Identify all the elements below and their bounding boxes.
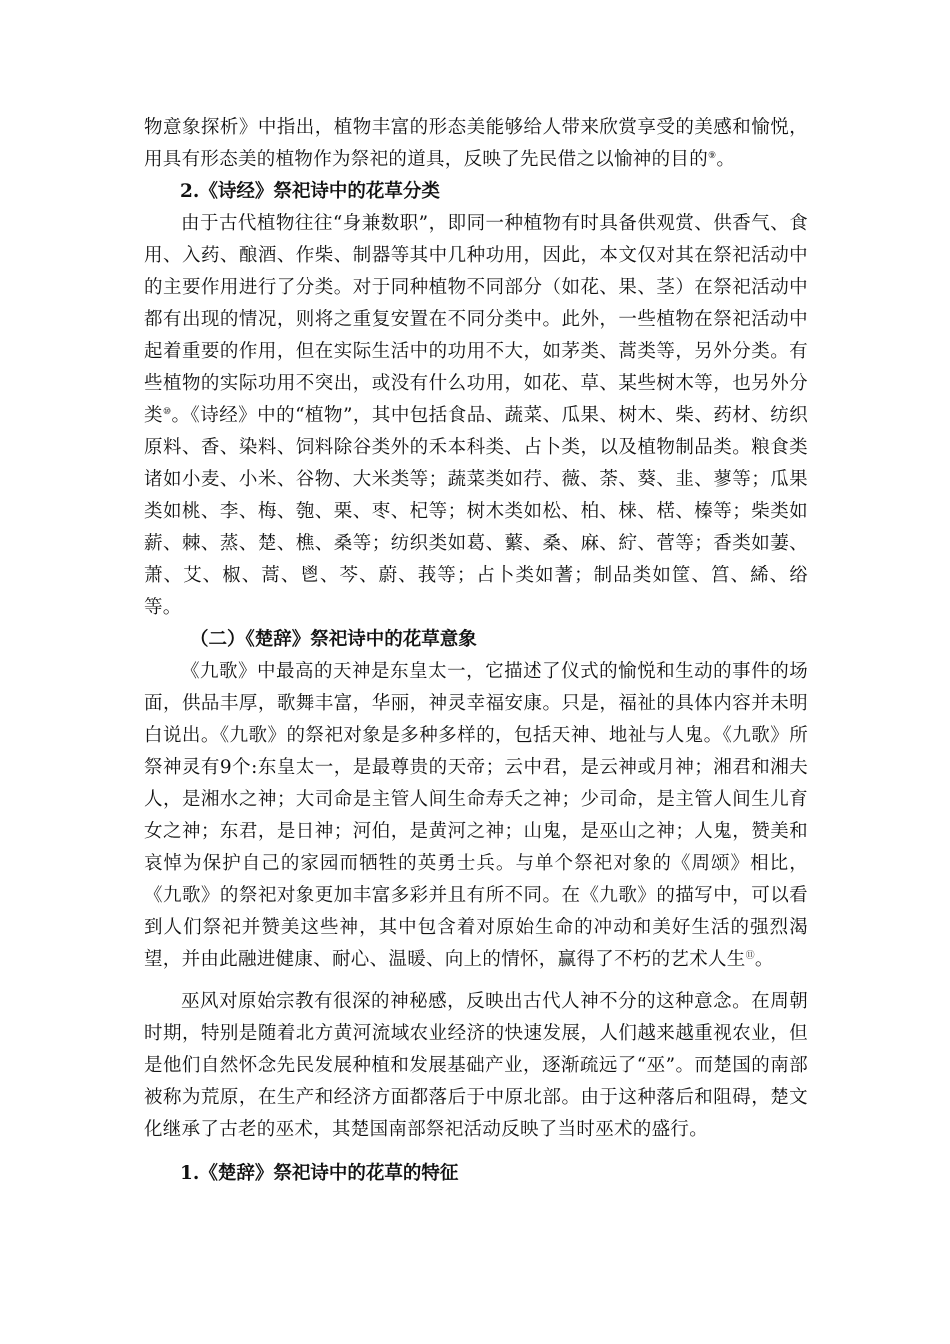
paragraph-text: 由于古代植物往往“身兼数职”，即同一种植物有时具备供观赏、供香气、食用、入药、酿酒、作柴、制器等其中几种功用，因此，本文仅对其在祭祀活动中的主要作用进行了分类。对于同种植物不同部分（如花、果、茎）在祭祀活动中都有出现的情况，则将之重复安置在不同分类中。此外，一些植物在祭祀活动中起着重要的作用，但在实际生活中的功用不大，如茅类、蒿类等，另外分类。有些植物的实际功用不突出，或没有什么功用，如花、草、某些树木等，也另外分类 <box>144 213 808 426</box>
paragraph-text: 《九歌》中最高的天神是东皇太一，它描述了仪式的愉悦和生动的事件的场面，供品丰厚，歌舞丰富，华丽，神灵幸福安康。只是，福祉的具体内容并未明白说出。《九歌》的祭祀对象是多种多样的，包括天神、地祉与人鬼。《九歌》所祭神灵有9个:东皇太一，是最尊贵的天帝；云中君，是云神或月神；湘君和湘夫人，是湘水之神；大司命是主管人间生命寿夭之神；少司命，是主管人间生儿育女之神；东君，是日神；河伯，是黄河之神；山鬼，是巫山之神；人鬼，赞美和哀悼为保护自己的家园而牺牲的英勇士兵。与单个祭祀对象的《周颂》相比，《九歌》的祭祀对象更加丰富多彩并且有所不同。在《九歌》的描写中，可以看到人们祭祀并赞美这些神，其中包含着对原始生命的冲动和美好生活的强烈渴望，并由此融进健康、耐心、温暖、向上的情怀，赢得了不朽的艺术人生 <box>144 661 808 970</box>
document-page <box>144 112 808 1190</box>
paragraph-jiuge <box>144 656 808 976</box>
footnote-marker: ⑪ <box>745 950 755 961</box>
paragraph-text-end: 。 <box>754 949 774 970</box>
paragraph-classification <box>144 208 808 624</box>
paragraph-continuation <box>144 112 808 176</box>
section-heading-features: 1.《楚辞》祭祀诗中的花草的特征 <box>180 1163 459 1184</box>
footnote-marker: ⑩ <box>162 406 172 417</box>
paragraph-text-continued: 。《诗经》中的“植物”，其中包括食品、蔬菜、瓜果、树木、柴、药材、纺织原料、香、染料、饲料除谷类外的禾本科类、占卜类，以及植物制品类。粮食类诸如小麦、小米、谷物、大米类等；蔬菜类如荇、薇、荼、葵、韭、蓼等；瓜果类如桃、李、梅、匏、栗、枣、杞等；树木类如松、柏、梾、楛、榛等；柴类如薪、棘、蒸、楚、樵、桑等；纺织类如葛、蘩、桑、麻、紵、菅等；香类如萋、萧、艾、椒、蒿、鬯、芩、蔚、莪等；占卜类如蓍；制品类如筐、筥、絺、绤等。 <box>144 405 808 618</box>
section-heading-classification: 2.《诗经》祭祀诗中的花草分类 <box>180 181 440 202</box>
paragraph-text: 物意象探析》中指出，植物丰富的形态美能够给人带来欣赏享受的美感和愉悦，用具有形态美的植物作为祭祀的道具，反映了先民借之以愉神的目的 <box>144 117 808 170</box>
footnote-marker: ⑨ <box>708 150 717 161</box>
paragraph-witchcraft: 巫风对原始宗教有很深的神秘感，反映出古代人神不分的这种意念。在周朝时期，特别是随着北方黄河流域农业经济的快速发展，人们越来越重视农业，但是他们自然怀念先民发展种植和发展基础产业，逐渐疏远了“巫”。而楚国的南部被称为荒原，在生产和经济方面都落后于中原北部。由于这种落后和阻碍，楚文化继承了古老的巫术，其楚国南部祭祀活动反映了当时巫术的盛行。 <box>144 991 808 1140</box>
section-heading-chuci: （二）《楚辞》祭祀诗中的花草意象 <box>190 629 477 650</box>
paragraph-text-end: 。 <box>716 149 736 170</box>
